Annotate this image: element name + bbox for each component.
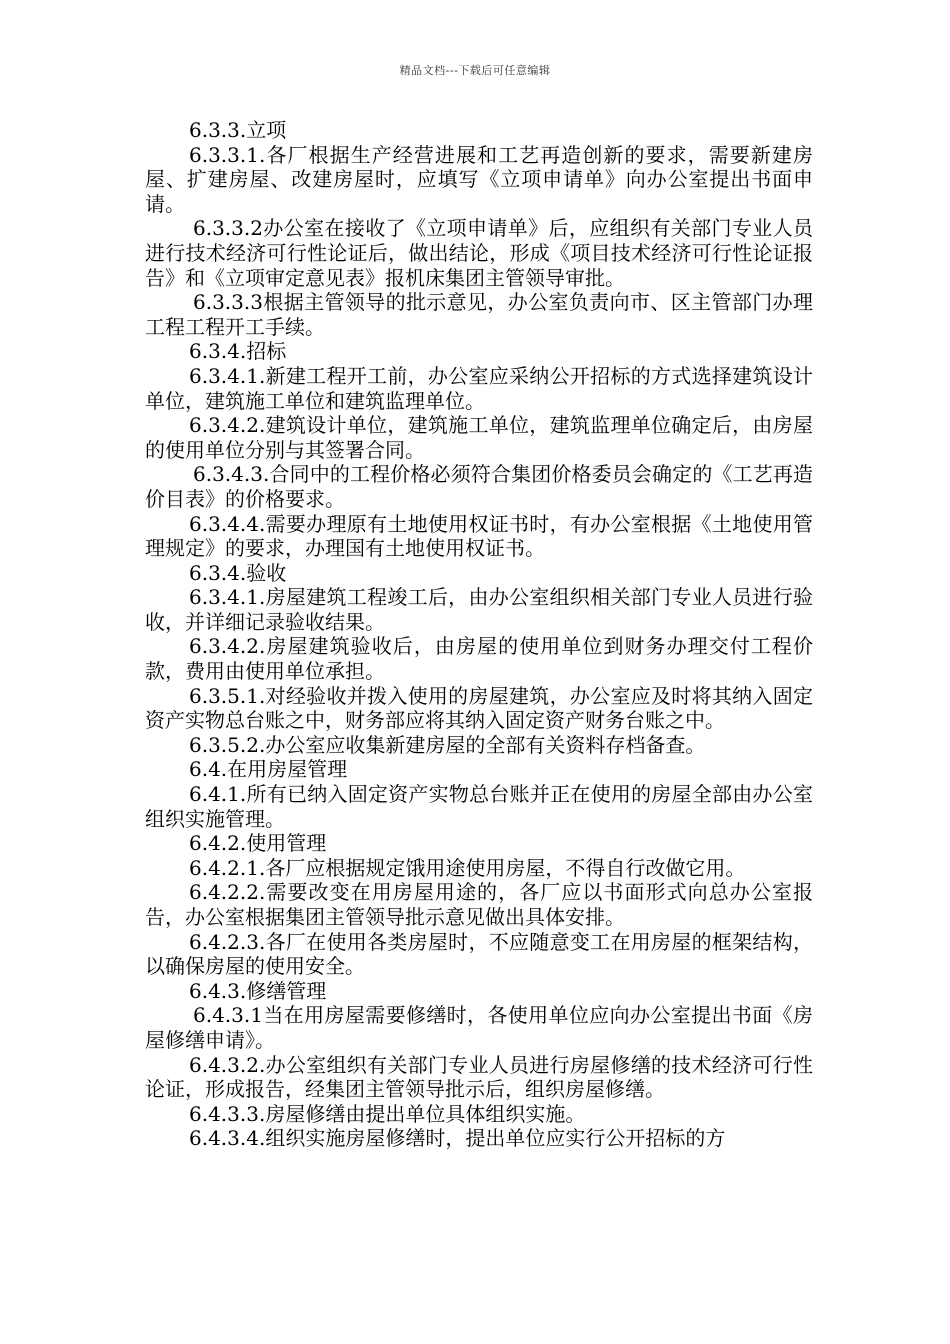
paragraph-6-4-2-2: 6.4.2.2.需要改变在用房屋用途的，各厂应以书面形式向总办公室报告，办公室根据集团主管领导批示意见做出具体安排。 bbox=[145, 880, 813, 929]
section-heading-6-3-3: 6.3.3.立项 bbox=[189, 118, 287, 142]
section-heading-6-3-4-bid: 6.3.4.招标 bbox=[189, 339, 287, 364]
section-heading-6-4-3: 6.4.3.修缮管理 bbox=[189, 978, 327, 1003]
paragraph-6-4-2-1: 6.4.2.1.各厂应根据规定饿用途使用房屋，不得自行改做它用。 bbox=[189, 855, 746, 880]
paragraph-6-3-4-4: 6.3.4.4.需要办理原有土地使用权证书时，有办公室根据《土地使用管理规定》的要求，办理国有土地使用权证书。 bbox=[145, 511, 813, 561]
paragraph-6-4-2-3: 6.4.2.3.各厂在使用各类房屋时，不应随意变工在用房屋的框架结构，以确保房屋的使用安全。 bbox=[145, 929, 813, 979]
paragraph-6-3-4-3: 6.3.4.3.合同中的工程价格必须符合集团价格委员会确定的《工艺再造价目表》的价格要求。 bbox=[145, 462, 813, 511]
paragraph-6-3-5-1: 6.3.5.1.对经验收并拨入使用的房屋建筑，办公室应及时将其纳入固定资产实物总台账之中，财务部应将其纳入固定资产财务台账之中。 bbox=[145, 683, 813, 733]
paragraph-6-3-4-2-acceptance: 6.3.4.2.房屋建筑验收后，由房屋的使用单位到财务办理交付工程价款，费用由使用单位承担。 bbox=[145, 634, 813, 684]
paragraph-6-4-3-3: 6.4.3.3.房屋修缮由提出单位具体组织实施。 bbox=[189, 1101, 586, 1126]
paragraph-6-4-3-4: 6.4.3.4.组织实施房屋修缮时，提出单位应实行公开招标的方 bbox=[189, 1126, 726, 1151]
paragraph-6-3-3-2: 6.3.3.2办公室在接收了《立项申请单》后，应组织有关部门专业人员进行技术经济可行性论证后，做出结论，形成《项目技术经济可行性论证报告》和《立项审定意见表》报机床集团主管领导审批。 bbox=[145, 216, 813, 290]
paragraph-6-3-3-1: 6.3.3.1.各厂根据生产经营进展和工艺再造创新的要求，需要新建房屋、扩建房屋、改建房屋时，应填写《立项申请单》向办公室提出书面申请。 bbox=[145, 142, 813, 216]
paragraph-6-3-4-2: 6.3.4.2.建筑设计单位，建筑施工单位，建筑监理单位确定后，由房屋的使用单位分别与其签署合同。 bbox=[145, 413, 813, 462]
paragraph-6-4-3-1: 6.4.3.1当在用房屋需要修缮时，各使用单位应向办公室提出书面《房屋修缮申请》。 bbox=[145, 1003, 813, 1052]
paragraph-6-3-4-1: 6.3.4.1.新建工程开工前，办公室应采纳公开招标的方式选择建筑设计单位，建筑施工单位和建筑监理单位。 bbox=[145, 363, 813, 413]
paragraph-6-3-5-2: 6.3.5.2.办公室应收集新建房屋的全部有关资料存档备查。 bbox=[189, 732, 706, 757]
paragraph-6-4-1: 6.4.1.所有已纳入固定资产实物总台账并正在使用的房屋全部由办公室组织实施管理。 bbox=[145, 782, 813, 831]
page-header: 精品文档---下载后可任意编辑 bbox=[399, 64, 551, 77]
section-heading-6-3-4-acceptance: 6.3.4.验收 bbox=[189, 560, 287, 585]
paragraph-6-3-3-3: 6.3.3.3根据主管领导的批示意见，办公室负责向市、区主管部门办理工程工程开工手续。 bbox=[145, 290, 813, 339]
section-heading-6-4-2: 6.4.2.使用管理 bbox=[189, 831, 327, 856]
paragraph-6-4-3-2: 6.4.3.2.办公室组织有关部门专业人员进行房屋修缮的技术经济可行性论证，形成报告，经集团主管领导批示后，组织房屋修缮。 bbox=[145, 1052, 813, 1102]
document-body bbox=[145, 118, 813, 1151]
section-heading-6-4: 6.4.在用房屋管理 bbox=[189, 757, 348, 782]
paragraph-6-3-4-1-acceptance: 6.3.4.1.房屋建筑工程竣工后，由办公室组织相关部门专业人员进行验收，并详细记录验收结果。 bbox=[145, 585, 813, 634]
